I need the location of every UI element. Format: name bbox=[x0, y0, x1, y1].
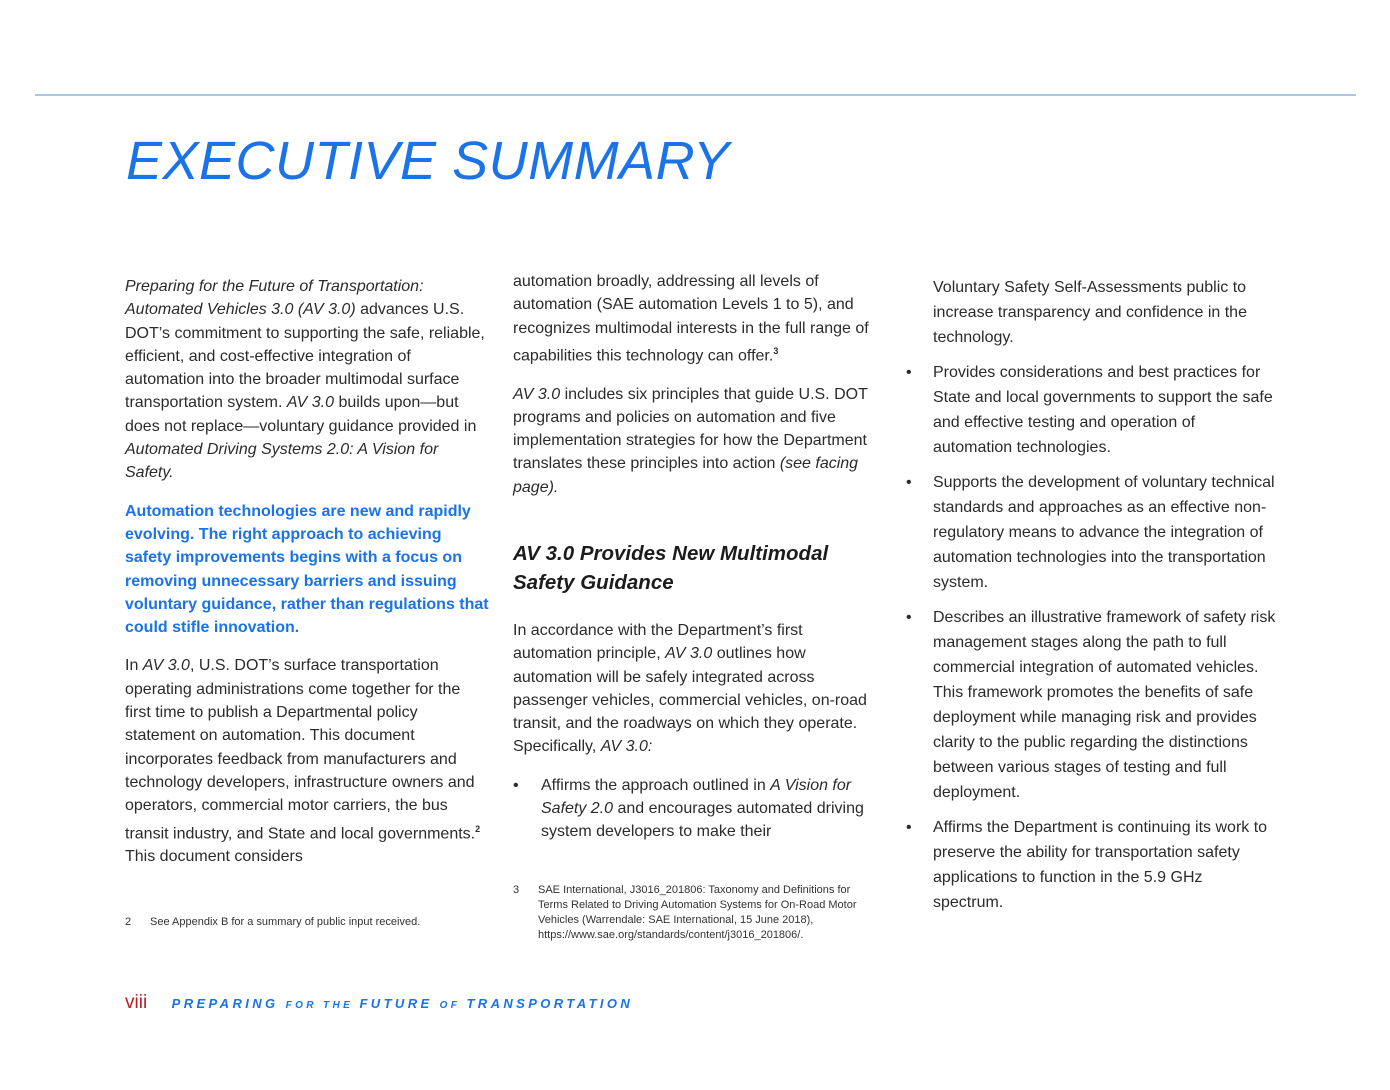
list-item bbox=[906, 470, 1276, 595]
bullet-icon: • bbox=[513, 776, 519, 794]
running-title: PREPARING FOR THE FUTURE OF TRANSPORTATION bbox=[171, 996, 634, 1011]
list-item-text: Affirms the approach outlined in A Vision for Safety 2.0 and encourages automated driving system developers to make their bbox=[541, 776, 864, 841]
bullet-icon: • bbox=[906, 819, 912, 836]
bullet-icon: • bbox=[906, 474, 912, 491]
list-item bbox=[906, 360, 1276, 460]
bullet-list bbox=[513, 774, 883, 844]
automation-paragraph: automation broadly, addressing all levels of automation (SAE automation Levels 1 to 5), and recognizes multimodal interests in the full range of capabilities this technology can offer.$^3$ bbox=[513, 273, 869, 365]
intro-paragraph: Preparing for the Future of Transportation: Automated Vehicles 3.0 (AV 3.0) advances U.S. DOT’s commitment to supporting the safe, reliable, efficient, and cost-effective integration of automation into the broader multimodal surface transportation system. AV 3.0 builds upon—but does not replace—voluntary guidance provided in Automated Driving Systems 2.0: A Vision for Safety. bbox=[125, 278, 485, 482]
bullet-icon: • bbox=[906, 609, 912, 626]
bullet-icon: • bbox=[906, 364, 912, 381]
list-item bbox=[906, 815, 1276, 915]
column-1 bbox=[125, 275, 490, 883]
footnote-number: 3 bbox=[513, 884, 520, 896]
principles-paragraph: AV 3.0 includes six principles that guide U.S. DOT programs and policies on automation and five implementation strategies for how the Department translates these principles into action (see facing page). bbox=[513, 385, 868, 496]
page-number: viii bbox=[125, 992, 148, 1013]
section-heading: AV 3.0 Provides New Multimodal Safety Guidance bbox=[513, 542, 829, 594]
footnote-text: SAE International, J3016_201806: Taxonomy and Definitions for Terms Related to Driving Automation Systems for On-Road Motor Vehicles (Warrendale: SAE International, 15 June 2018), https://www.sae.org/standards/content/j3016_201806/. bbox=[538, 884, 857, 941]
page-title: EXECUTIVE SUMMARY bbox=[126, 131, 730, 191]
header-rule bbox=[35, 94, 1356, 96]
footnote-number: 2 bbox=[125, 916, 132, 928]
list-item bbox=[906, 605, 1276, 805]
av3-paragraph: In AV 3.0, U.S. DOT’s surface transportation operating administrations come together for the first time to publish a Departmental policy statement on automation. This document incorporates feedback from manufacturers and technology developers, infrastructure owners and operators, commercial motor carriers, the bus transit industry, and State and local governments.$^2$ This document considers bbox=[125, 657, 481, 866]
list-item-text: Affirms the Department is continuing its work to preserve the ability for transportation safety applications to function in the 5.9 GHz spectrum. bbox=[933, 819, 1268, 911]
column-2 bbox=[513, 270, 883, 844]
list-item bbox=[513, 774, 883, 844]
list-item-text: Provides considerations and best practices for State and local governments to support the safe and effective testing and operation of automation technologies. bbox=[933, 364, 1273, 456]
accordance-paragraph: In accordance with the Department’s first automation principle, AV 3.0 outlines how automation will be safely integrated across passenger vehicles, commercial vehicles, on-road transit, and the roadways on which they operate. Specifically, AV 3.0: bbox=[513, 622, 867, 756]
bullet-continuation: Voluntary Safety Self-Assessments public to increase transparency and confidence in the technology. bbox=[933, 279, 1247, 346]
page-footer bbox=[125, 992, 633, 1014]
footnote-2 bbox=[125, 915, 505, 930]
bullet-list bbox=[906, 360, 1276, 915]
highlight-paragraph: Automation technologies are new and rapidly evolving. The right approach to achieving safety improvements begins with a focus on removing unnecessary barriers and issuing voluntary guidance, rather than regulations that could stifle innovation. bbox=[125, 502, 489, 637]
column-3 bbox=[906, 275, 1276, 925]
list-item-text: Describes an illustrative framework of safety risk management stages along the path to full commercial integration of automated vehicles. This framework promotes the benefits of safe deployment while managing risk and provides clarity to the public regarding the distinctions between various stages of testing and full deployment. bbox=[933, 609, 1276, 801]
list-item-text: Supports the development of voluntary technical standards and approaches as an effective non-regulatory means to advance the integration of automation technologies into the transportation system. bbox=[933, 474, 1275, 591]
footnote-text: See Appendix B for a summary of public input received. bbox=[150, 916, 421, 928]
footnote-3 bbox=[513, 883, 873, 943]
